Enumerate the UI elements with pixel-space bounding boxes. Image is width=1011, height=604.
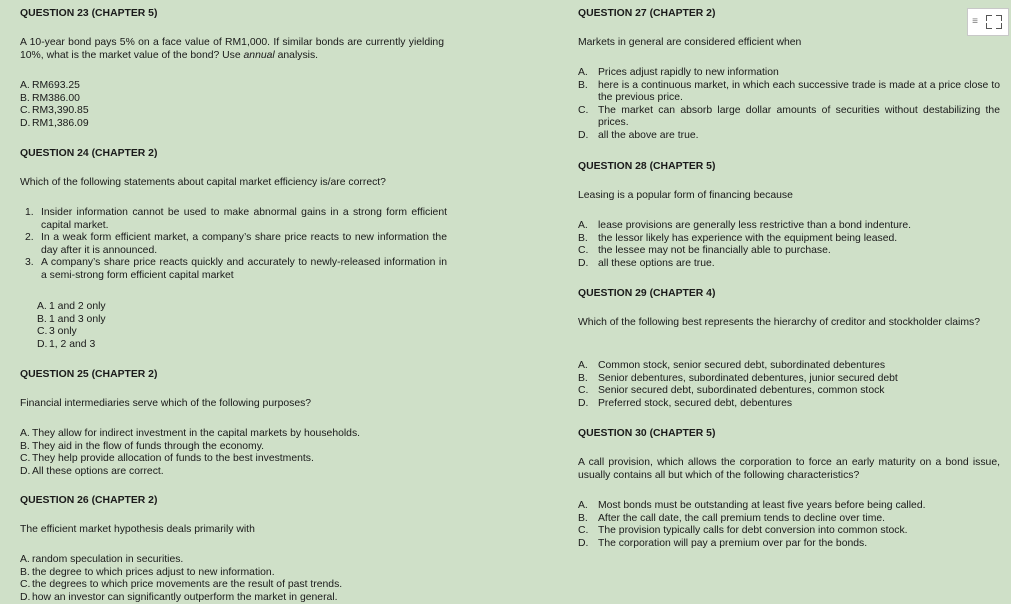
question-24-options xyxy=(20,301,337,351)
stem-text: A 10-year bond pays 5% on a face value of RM1,000. If similar bonds are currently yielding 10%, what is the market value of the bond? Use xyxy=(20,37,444,61)
question-28-stem: Leasing is a popular form of financing because xyxy=(578,190,793,201)
option-d[interactable] xyxy=(578,258,1000,271)
option-text: all the above are true. xyxy=(598,129,699,141)
question-30-heading: QUESTION 30 (CHAPTER 5) xyxy=(578,428,716,439)
question-23-heading: QUESTION 23 (CHAPTER 5) xyxy=(20,8,158,19)
option-letter: B. xyxy=(20,440,30,452)
question-25-stem: Financial intermediaries serve which of the following purposes? xyxy=(20,398,312,409)
option-letter: B. xyxy=(578,232,588,244)
statement-text: A company’s share price reacts quickly and accurately to newly-released information in a semi-strong form efficient capital market xyxy=(41,257,447,281)
option-text: The corporation will pay a premium over par for the bonds. xyxy=(598,537,868,549)
option-text: The provision typically calls for debt conversion into common stock. xyxy=(598,525,908,537)
option-letter: A. xyxy=(37,301,47,312)
option-a[interactable] xyxy=(578,67,1000,80)
option-letter: D. xyxy=(20,465,31,477)
statement-text: Insider information cannot be used to make abnormal gains in a strong form efficient capital market. xyxy=(41,207,447,231)
option-text: RM386.00 xyxy=(32,92,80,104)
statement-1 xyxy=(25,207,447,232)
option-c[interactable] xyxy=(37,326,337,339)
question-27-heading: QUESTION 27 (CHAPTER 2) xyxy=(578,8,716,19)
option-letter: D. xyxy=(578,397,589,409)
option-text: After the call date, the call premium tends to decline over time. xyxy=(598,512,886,524)
question-26-heading: QUESTION 26 (CHAPTER 2) xyxy=(20,495,158,506)
option-b[interactable] xyxy=(20,441,444,454)
option-text: Prices adjust rapidly to new information xyxy=(598,67,779,78)
option-letter: D. xyxy=(578,537,589,549)
question-29-stem: Which of the following best represents the hierarchy of creditor and stockholder claims? xyxy=(578,317,980,328)
option-b[interactable] xyxy=(578,80,1000,105)
option-text: the degrees to which price movements are the result of past trends. xyxy=(32,579,343,591)
option-letter: C. xyxy=(37,326,48,338)
viewer-toolbar xyxy=(967,8,1009,36)
option-text: Preferred stock, secured debt, debentures xyxy=(598,397,793,409)
option-a[interactable] xyxy=(37,301,337,314)
option-d[interactable] xyxy=(20,592,444,604)
option-letter: C. xyxy=(578,104,589,116)
option-letter: D. xyxy=(20,591,31,603)
option-b[interactable] xyxy=(20,567,444,580)
option-letter: A. xyxy=(578,220,588,231)
option-letter: B. xyxy=(20,566,30,578)
option-a[interactable] xyxy=(20,428,444,441)
option-c[interactable] xyxy=(20,105,444,118)
option-text: Senior debentures, subordinated debentures, junior secured debt xyxy=(598,372,898,384)
option-text: here is a continuous market, in which each successive trade is made at a price close to the previous price. xyxy=(598,79,1000,104)
option-c[interactable] xyxy=(20,579,444,592)
option-letter: A. xyxy=(20,554,30,565)
option-text: the degree to which prices adjust to new information. xyxy=(32,566,275,578)
option-d[interactable] xyxy=(578,398,1000,411)
option-text: random speculation in securities. xyxy=(32,554,184,565)
option-letter: A. xyxy=(578,360,588,371)
option-letter: D. xyxy=(578,129,589,141)
option-text: Senior secured debt, subordinated debentures, common stock xyxy=(598,385,885,397)
question-24-heading: QUESTION 24 (CHAPTER 2) xyxy=(20,148,158,159)
option-text: the lessor likely has experience with the equipment being leased. xyxy=(598,232,898,244)
option-letter: D. xyxy=(578,257,589,269)
question-30-stem: A call provision, which allows the corporation to force an early maturity on a bond issue, usually contains all but which of the following characteristics? xyxy=(578,457,1000,481)
stem-text: analysis. xyxy=(274,49,319,61)
option-text: 1, 2 and 3 xyxy=(49,338,96,350)
option-letter: A. xyxy=(20,80,30,91)
question-26-options xyxy=(20,554,444,604)
question-24-statements xyxy=(20,207,447,283)
option-letter: B. xyxy=(578,79,588,91)
question-27-options xyxy=(578,67,1000,143)
option-letter: D. xyxy=(37,338,48,350)
statement-3 xyxy=(25,257,447,282)
menu-icon[interactable]: ≡ xyxy=(972,15,978,27)
option-b[interactable] xyxy=(578,373,1000,386)
statement-number: 2. xyxy=(25,232,34,244)
option-letter: C. xyxy=(20,453,31,465)
question-23-stem xyxy=(20,37,444,62)
option-letter: B. xyxy=(37,313,47,325)
question-29-heading: QUESTION 29 (CHAPTER 4) xyxy=(578,288,716,299)
option-text: They allow for indirect investment in the capital markets by households. xyxy=(32,428,361,439)
option-text: how an investor can significantly outperform the market in general. xyxy=(32,591,338,603)
question-26-stem: The efficient market hypothesis deals primarily with xyxy=(20,524,255,535)
option-letter: D. xyxy=(20,117,31,129)
option-b[interactable] xyxy=(20,93,444,106)
statement-2 xyxy=(25,232,447,257)
option-text: 1 and 2 only xyxy=(49,301,106,312)
option-a[interactable] xyxy=(578,220,1000,233)
option-text: 3 only xyxy=(49,326,77,338)
option-b[interactable] xyxy=(578,513,1000,526)
question-28-options xyxy=(578,220,1000,270)
question-23-options xyxy=(20,80,444,130)
option-text: the lessee may not be financially able to purchase. xyxy=(598,245,831,257)
option-letter: B. xyxy=(578,372,588,384)
option-c[interactable] xyxy=(578,245,1000,258)
question-29-options xyxy=(578,360,1000,410)
option-text: lease provisions are generally less restrictive than a bond indenture. xyxy=(598,220,912,231)
option-a[interactable] xyxy=(578,500,1000,513)
option-text: Most bonds must be outstanding at least five years before being called. xyxy=(598,500,926,511)
question-30-options xyxy=(578,500,1000,550)
option-text: They aid in the flow of funds through the economy. xyxy=(32,440,265,452)
option-letter: A. xyxy=(578,67,588,78)
option-text: Common stock, senior secured debt, subordinated debentures xyxy=(598,360,886,371)
option-d[interactable] xyxy=(37,339,337,352)
option-text: 1 and 3 only xyxy=(49,313,106,325)
option-letter: C. xyxy=(20,579,31,591)
option-d[interactable] xyxy=(578,130,1000,143)
question-25-options xyxy=(20,428,444,478)
question-27-stem: Markets in general are considered efficient when xyxy=(578,37,802,48)
option-letter: B. xyxy=(578,512,588,524)
option-b[interactable] xyxy=(37,314,337,327)
option-letter: C. xyxy=(578,245,589,257)
option-letter: C. xyxy=(578,525,589,537)
question-24-stem: Which of the following statements about capital market efficiency is/are correct? xyxy=(20,177,386,188)
question-28-heading: QUESTION 28 (CHAPTER 5) xyxy=(578,161,716,172)
option-text: RM3,390.85 xyxy=(32,105,89,117)
option-c[interactable] xyxy=(20,453,444,466)
option-a[interactable] xyxy=(20,80,444,93)
option-text: They help provide allocation of funds to the best investments. xyxy=(32,453,314,465)
option-b[interactable] xyxy=(578,233,1000,246)
option-letter: C. xyxy=(578,385,589,397)
stem-emphasis: annual xyxy=(243,49,275,61)
option-d[interactable] xyxy=(578,538,1000,551)
option-a[interactable] xyxy=(578,360,1000,373)
statement-number: 3. xyxy=(25,257,34,269)
option-text: RM1,386.09 xyxy=(32,117,89,129)
option-d[interactable] xyxy=(20,466,444,479)
option-text: RM693.25 xyxy=(32,80,80,91)
expand-icon[interactable] xyxy=(984,14,1004,30)
option-letter: B. xyxy=(20,92,30,104)
option-text: All these options are correct. xyxy=(32,465,164,477)
option-c[interactable] xyxy=(578,525,1000,538)
option-d[interactable] xyxy=(20,118,444,131)
option-a[interactable] xyxy=(20,554,444,567)
statement-text: In a weak form efficient market, a company’s share price reacts to new information the day after it is announced. xyxy=(41,232,447,256)
option-c[interactable] xyxy=(578,385,1000,398)
option-letter: A. xyxy=(20,428,30,439)
option-c[interactable] xyxy=(578,105,1000,130)
option-letter: C. xyxy=(20,105,31,117)
question-25-heading: QUESTION 25 (CHAPTER 2) xyxy=(20,369,158,380)
statement-number: 1. xyxy=(25,207,34,218)
option-text: all these options are true. xyxy=(598,257,715,269)
option-letter: A. xyxy=(578,500,588,511)
option-text: The market can absorb large dollar amounts of securities without destabilizing the prices. xyxy=(598,104,1000,129)
